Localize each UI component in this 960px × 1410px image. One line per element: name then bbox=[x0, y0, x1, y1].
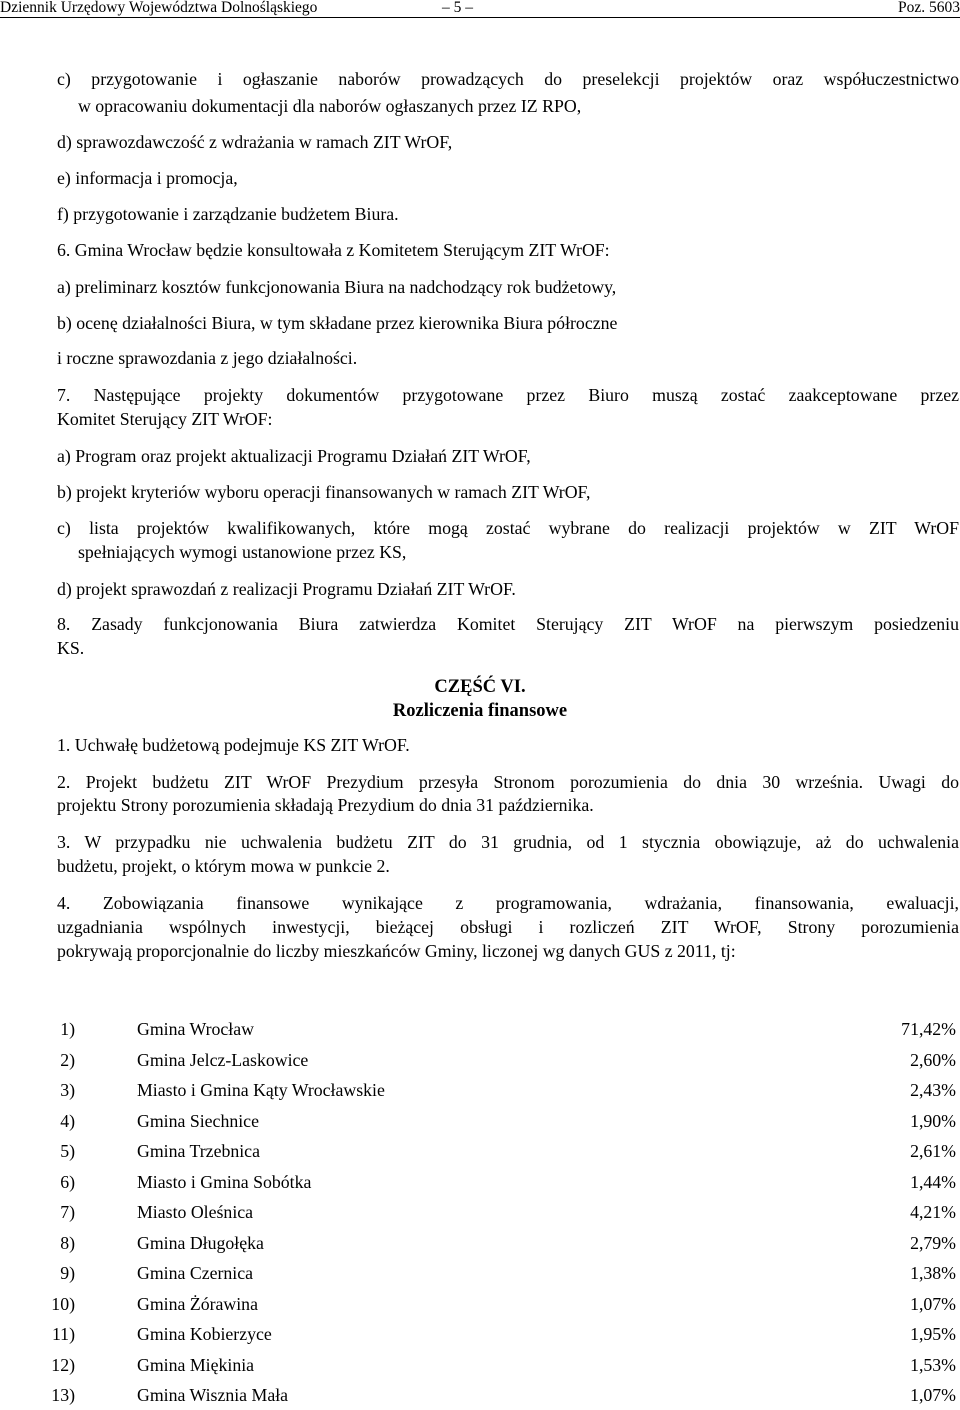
share-percent: 1,38% bbox=[910, 1263, 956, 1283]
list-number: 4) bbox=[60, 1111, 75, 1131]
share-percent: 2,79% bbox=[910, 1233, 956, 1253]
list-number: 10) bbox=[51, 1294, 75, 1314]
list-number: 1) bbox=[60, 1019, 75, 1039]
point-8-line1: 8. Zasady funkcjonowania Biura zatwierdza Komitet Sterujący ZIT WrOF na pierwszym posiedzeniu bbox=[57, 614, 959, 634]
page-number: – 5 – bbox=[442, 0, 473, 16]
list-item bbox=[0, 1110, 960, 1132]
point-7-intro-line2: Komitet Sterujący ZIT WrOF: bbox=[57, 409, 273, 429]
share-percent: 2,61% bbox=[910, 1141, 956, 1161]
municipality-name: Gmina Długołęka bbox=[137, 1233, 264, 1253]
point-6-b-line2: i roczne sprawozdania z jego działalności. bbox=[57, 348, 358, 368]
point-7-b: b) projekt kryteriów wyboru operacji finansowanych w ramach ZIT WrOF, bbox=[57, 482, 591, 502]
item-e: e) informacja i promocja, bbox=[57, 168, 238, 188]
share-percent: 71,42% bbox=[901, 1019, 956, 1039]
municipality-name: Gmina Miękinia bbox=[137, 1355, 255, 1375]
municipality-name: Miasto i Gmina Kąty Wrocławskie bbox=[137, 1080, 385, 1100]
point-8-line2: KS. bbox=[57, 638, 85, 658]
point-7-intro-line1: 7. Następujące projekty dokumentów przygotowane przez Biuro muszą zostać zaakceptowane przez bbox=[57, 385, 959, 405]
share-percent: 1,90% bbox=[910, 1111, 956, 1131]
list-number: 12) bbox=[51, 1355, 75, 1375]
list-number: 2) bbox=[60, 1050, 75, 1070]
list-number: 6) bbox=[60, 1172, 75, 1192]
share-percent: 1,95% bbox=[910, 1324, 956, 1344]
point-6-b-line1: b) ocenę działalności Biura, w tym składane przez kierownika Biura półroczne bbox=[57, 313, 618, 333]
municipality-name: Gmina Trzebnica bbox=[137, 1141, 260, 1161]
list-number: 9) bbox=[60, 1263, 75, 1283]
finance-point-2-line2: projektu Strony porozumienia składają Prezydium do dnia 31 października. bbox=[57, 795, 594, 815]
list-number: 3) bbox=[60, 1080, 75, 1100]
share-percent: 2,43% bbox=[910, 1080, 956, 1100]
list-item bbox=[0, 1079, 960, 1101]
point-6-a: a) preliminarz kosztów funkcjonowania Biura na nadchodzący rok budżetowy, bbox=[57, 277, 617, 297]
municipality-name: Gmina Siechnice bbox=[137, 1111, 259, 1131]
municipality-name: Miasto Oleśnica bbox=[137, 1202, 254, 1222]
municipality-name: Gmina Wrocław bbox=[137, 1019, 254, 1039]
municipality-name: Gmina Wisznia Mała bbox=[137, 1385, 289, 1405]
municipality-name: Gmina Czernica bbox=[137, 1263, 254, 1283]
list-item bbox=[0, 1354, 960, 1376]
item-c-line2: w opracowaniu dokumentacji dla naborów ogłaszanych przez IZ RPO, bbox=[78, 96, 582, 116]
list-number: 7) bbox=[60, 1202, 75, 1222]
share-percent: 2,60% bbox=[910, 1050, 956, 1070]
share-percent: 1,07% bbox=[910, 1385, 956, 1405]
finance-point-3-line1: 3. W przypadku nie uchwalenia budżetu ZIT do 31 grudnia, od 1 stycznia obowiązuje, aż do uchwalenia bbox=[57, 832, 959, 852]
municipality-name: Gmina Kobierzyce bbox=[137, 1324, 272, 1344]
finance-point-4-line1: 4. Zobowiązania finansowe wynikające z programowania, wdrażania, finansowania, ewaluacji, bbox=[57, 893, 959, 913]
list-item bbox=[0, 1018, 960, 1040]
municipality-name: Gmina Jelcz-Laskowice bbox=[137, 1050, 309, 1070]
item-d: d) sprawozdawczość z wdrażania w ramach ZIT WrOF, bbox=[57, 132, 453, 152]
list-item bbox=[0, 1323, 960, 1345]
municipality-name: Miasto i Gmina Sobótka bbox=[137, 1172, 312, 1192]
finance-point-4-line3: pokrywają proporcjonalnie do liczby mieszkańców Gminy, liczonej wg danych GUS z 2011, tj: bbox=[57, 941, 736, 961]
list-item bbox=[0, 1201, 960, 1223]
list-item bbox=[0, 1262, 960, 1284]
item-f: f) przygotowanie i zarządzanie budżetem Biura. bbox=[57, 204, 399, 224]
item-c-line1: c) przygotowanie i ogłaszanie naborów prowadzących do preselekcji projektów oraz współuczestnictwo bbox=[57, 69, 959, 89]
list-number: 8) bbox=[60, 1233, 75, 1253]
finance-point-3-line2: budżetu, projekt, o którym mowa w punkcie 2. bbox=[57, 856, 390, 876]
list-item bbox=[0, 1140, 960, 1162]
part-subheading: Rozliczenia finansowe bbox=[392, 701, 568, 721]
list-number: 5) bbox=[60, 1141, 75, 1161]
share-percent: 1,44% bbox=[910, 1172, 956, 1192]
finance-point-2-line1: 2. Projekt budżetu ZIT WrOF Prezydium przesyła Stronom porozumienia do dnia 30 września. Uwagi do bbox=[57, 772, 959, 792]
page-header bbox=[0, 0, 960, 18]
point-6-intro: 6. Gmina Wrocław będzie konsultowała z Komitetem Sterującym ZIT WrOF: bbox=[57, 240, 610, 260]
list-number: 13) bbox=[51, 1385, 75, 1405]
list-item bbox=[0, 1049, 960, 1071]
list-item bbox=[0, 1171, 960, 1193]
share-percent: 1,07% bbox=[910, 1294, 956, 1314]
journal-title: Dziennik Urzędowy Województwa Dolnośląskiego bbox=[0, 0, 318, 16]
point-7-c-line1: c) lista projektów kwalifikowanych, które mogą zostać wybrane do realizacji projektów w ZIT WrOF bbox=[57, 518, 959, 538]
share-percent: 1,53% bbox=[910, 1355, 956, 1375]
list-item bbox=[0, 1293, 960, 1315]
point-7-a: a) Program oraz projekt aktualizacji Programu Działań ZIT WrOF, bbox=[57, 446, 531, 466]
point-7-c-line2: spełniających wymogi ustanowione przez KS, bbox=[78, 542, 407, 562]
part-heading: CZĘŚĆ VI. bbox=[434, 677, 526, 697]
share-percent: 4,21% bbox=[910, 1202, 956, 1222]
finance-point-1: 1. Uchwałę budżetową podejmuje KS ZIT WrOF. bbox=[57, 735, 410, 755]
point-7-d: d) projekt sprawozdań z realizacji Programu Działań ZIT WrOF. bbox=[57, 579, 516, 599]
list-number: 11) bbox=[51, 1324, 75, 1344]
list-item bbox=[0, 1232, 960, 1254]
list-item bbox=[0, 1384, 960, 1406]
finance-point-4-line2: uzgadniania wspólnych inwestycji, bieżącej obsługi i rozliczeń ZIT WrOF, Strony porozumienia bbox=[57, 917, 959, 937]
position-number: Poz. 5603 bbox=[898, 0, 960, 16]
municipality-name: Gmina Żórawina bbox=[137, 1294, 258, 1314]
